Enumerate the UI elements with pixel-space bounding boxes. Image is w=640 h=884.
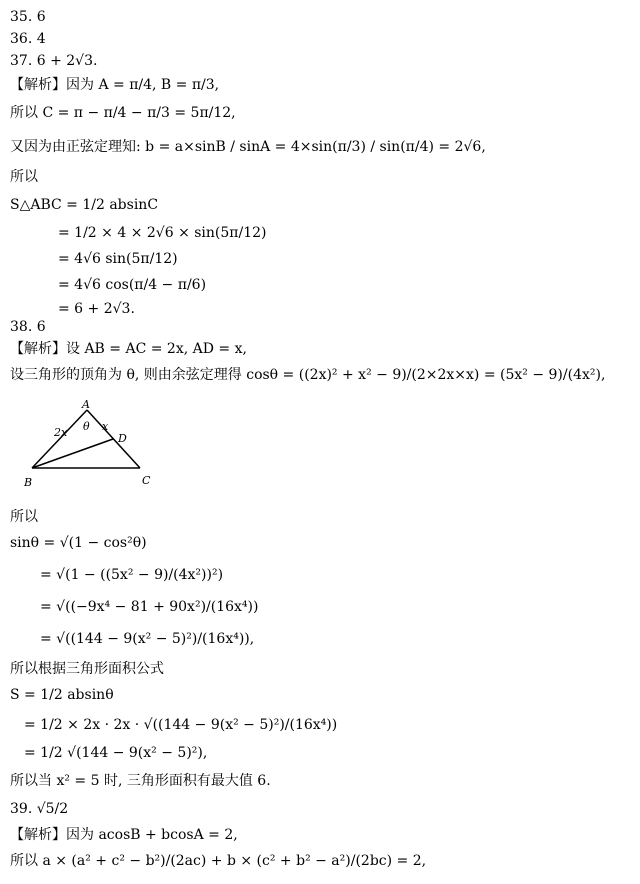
area-formula-line4: = 4√6 cos(π/4 − π/6) <box>58 277 207 293</box>
area-formula-line1: S△ABC = 1/2 absinC <box>10 197 159 213</box>
triangle-figure <box>20 398 170 490</box>
area-formula-line3: = 4√6 sin(5π/12) <box>58 251 178 267</box>
sin-line1: sinθ = √(1 − cos²θ) <box>10 535 147 551</box>
side-AB <box>32 410 87 468</box>
area-formula-line2: = 1/2 × 4 × 2√6 × sin(5π/12) <box>58 225 267 241</box>
side-AC <box>87 410 140 468</box>
label-x: x <box>102 420 109 433</box>
sin-line3: = √((−9x⁴ − 81 + 90x²)/(16x⁴)) <box>40 599 259 615</box>
analysis-37-line2: 所以 C = π − π/4 − π/3 = 5π/12, <box>10 105 236 121</box>
analysis-38-line1: 【解析】设 AB = AC = 2x, AD = x, <box>10 341 247 357</box>
answer-35: 35. 6 <box>10 9 46 25</box>
answer-36: 36. 4 <box>10 31 46 47</box>
sin-line4: = √((144 − 9(x² − 5)²)/(16x⁴)), <box>40 631 255 647</box>
label-B: B <box>24 476 33 489</box>
answer-37: 37. 6 + 2√3. <box>10 53 98 69</box>
area-s-line3: = 1/2 √(144 − 9(x² − 5)²), <box>24 745 208 761</box>
label-2x: 2x <box>54 426 68 439</box>
area-s-line2: = 1/2 × 2x · 2x · √((144 − 9(x² − 5)²)/(16x⁴)) <box>24 717 338 733</box>
label-C: C <box>142 474 151 487</box>
segment-BD <box>32 439 113 468</box>
sin-line2: = √(1 − ((5x² − 9)/(4x²))²) <box>40 567 224 583</box>
area-s-line1: S = 1/2 absinθ <box>10 687 114 703</box>
label-A: A <box>82 398 90 411</box>
area-intro: 所以根据三角形面积公式 <box>10 661 164 677</box>
answer-39: 39. √5/2 <box>10 801 69 817</box>
label-D: D <box>118 432 127 445</box>
analysis-37-so: 所以 <box>10 169 38 185</box>
analysis-39-line2: 所以 a × (a² + c² − b²)/(2ac) + b × (c² + b² − a²)/(2bc) = 2, <box>10 853 427 869</box>
area-formula-line5: = 6 + 2√3. <box>58 301 135 317</box>
analysis-37-line1: 【解析】因为 A = π/4, B = π/3, <box>10 77 220 93</box>
analysis-38-line2: 设三角形的顶角为 θ, 则由余弦定理得 cosθ = ((2x)² + x² − 9)/(2×2x×x) = (5x² − 9)/(4x²), <box>10 367 606 383</box>
analysis-37-line3: 又因为由正弦定理知: b = a×sinB / sinA = 4×sin(π/3) / sin(π/4) = 2√6, <box>10 139 486 155</box>
answer-38: 38. 6 <box>10 319 46 335</box>
label-theta: θ <box>83 420 90 433</box>
analysis-39-line1: 【解析】因为 acosB + bcosA = 2, <box>10 827 238 843</box>
area-conclusion: 所以当 x² = 5 时, 三角形面积有最大值 6. <box>10 773 271 789</box>
analysis-38-so: 所以 <box>10 509 38 525</box>
